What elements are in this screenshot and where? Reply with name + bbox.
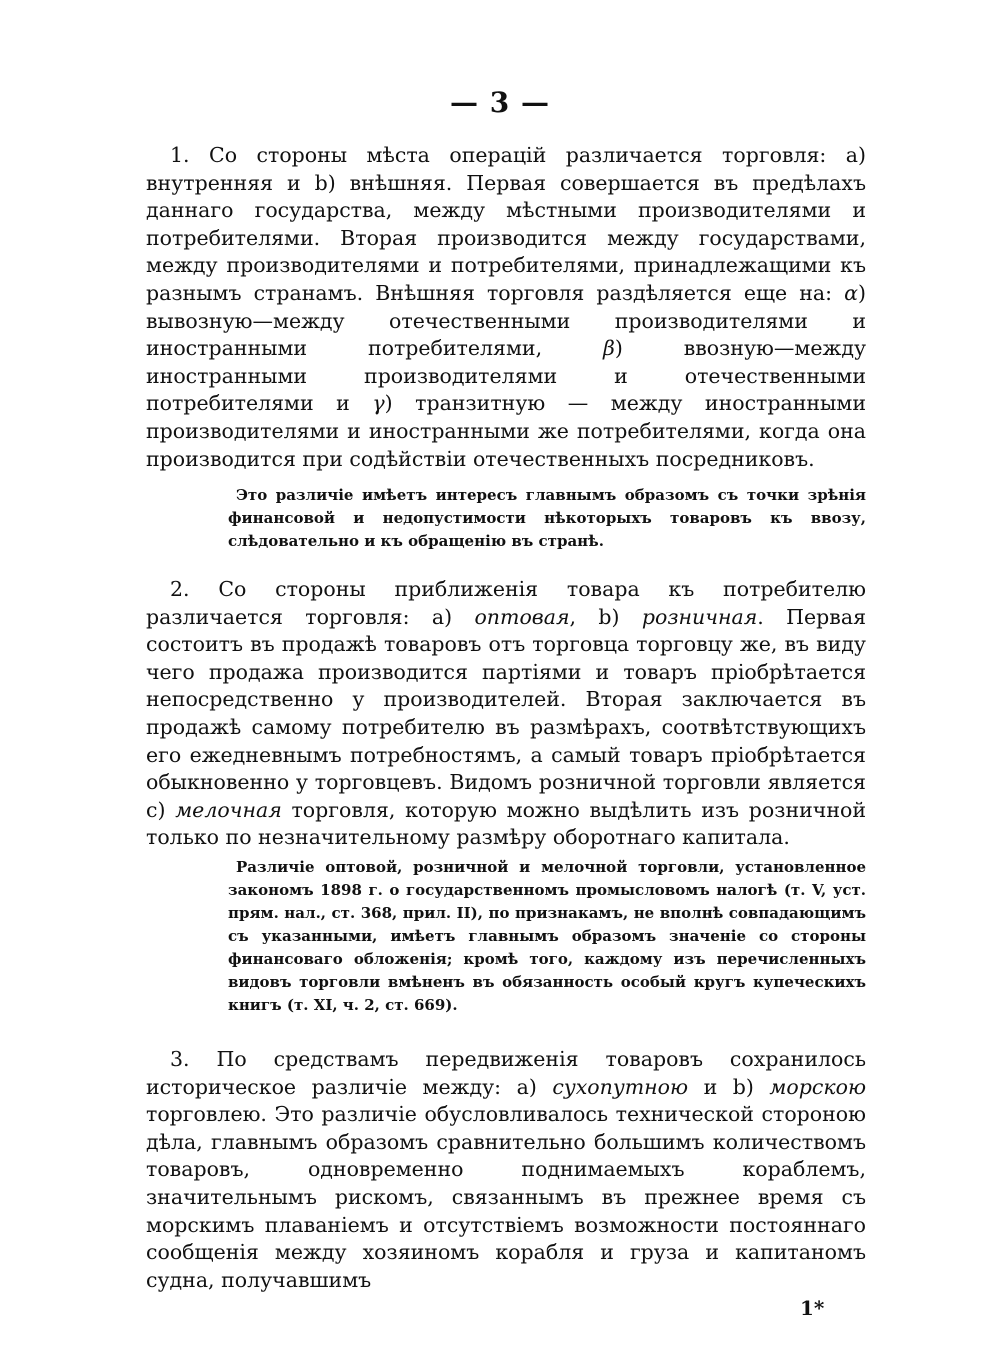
page-number: — 3 — (450, 86, 550, 119)
paragraph-1-text-a: 1. Со стороны мѣста операцій различается торговля: a) внутренняя и b) внѣшняя. Первая совершается въ предѣлахъ даннаго государства, между мѣстными производителями и потребителями. Вторая производится между государствами, между производителями и потребителями, принадлежащими къ разнымъ странамъ. Внѣшняя торговля раздѣляется еще на: (146, 143, 866, 305)
term-petty: мелочная (175, 797, 282, 822)
greek-alpha: α (844, 280, 858, 305)
term-land: сухопутною (552, 1074, 689, 1099)
greek-beta: β (602, 336, 615, 361)
paragraph-2-text-d: торговля, которую можно выдѣлить изъ розничной только по незначительному размѣру оборотнаго капитала. (146, 797, 866, 850)
paragraph-2-text-c: . Первая состоитъ въ продажѣ товаровъ отъ торговца торговцу же, въ виду чего продажа производится партіями и товаръ пріобрѣтается непосредственно у производителей. Вторая заключается въ продажѣ самому потребителю въ размѣрахъ, соотвѣтствующихъ его ежедневнымъ потребностямъ, а самый товаръ пріобрѣтается обыкновенно у торговцевъ. Видомъ розничной торговли является c) (146, 604, 866, 822)
paragraph-3 (146, 1046, 866, 1294)
paragraph-1-text-c: ) ввозную—между иностранными производителями и отечественными потребителями и (146, 336, 867, 416)
note-2-text: Различіе оптовой, розничной и мелочной торговли, установленное закономъ 1898 г. о государственномъ промысловомъ налогѣ (т. V, уст. прям. нал., ст. 368, прил. II), по признакамъ, не вполнѣ совпадающимъ съ указанными, имѣетъ главнымъ образомъ значеніе со стороны финансоваго обложенія; кромѣ того, каждому изъ перечисленныхъ видовъ торговли вмѣненъ въ обязанность особый кругъ купеческихъ книгъ (т. XI, ч. 2, ст. 669). (228, 858, 866, 1014)
paragraph-3-text-c: торговлею. Это различіе обусловливалось технической стороною дѣла, главнымъ образомъ сравнительно большимъ количествомъ товаровъ, одновременно поднимаемыхъ кораблемъ, значительнымъ рискомъ, связаннымъ въ прежнее время съ морскимъ плаваніемъ и отсутствіемъ возможности постояннаго сообщенія между хозяиномъ корабля и груза и капитаномъ судна, получавшимъ (146, 1102, 866, 1292)
paragraph-3-text-a: 3. По средствамъ передвиженія товаровъ сохранилось историческое различіе между: a) (146, 1047, 866, 1099)
note-2 (228, 856, 866, 1017)
paragraph-1-text-b: ) вывозную—между отечественными производителями и иностранными потребителями, (146, 280, 866, 361)
note-1 (228, 484, 866, 553)
paragraph-3-text-b: и b) (688, 1074, 770, 1099)
term-sea: морскою (769, 1074, 866, 1099)
term-wholesale: оптовая (474, 604, 570, 629)
greek-gamma: γ (372, 391, 385, 416)
paragraph-2-text-b: , b) (569, 604, 642, 629)
paragraph-1-text-d: ) транзитную — между иностранными производителями и иностранными же потребителями, когда она производится при содѣйствіи отечественныхъ посредниковъ. (146, 391, 866, 471)
note-1-text: Это различіе имѣетъ интересъ главнымъ образомъ съ точки зрѣнія финансовой и недопустимости нѣкоторыхъ товаровъ къ ввозу, слѣдовательно и къ обращенію въ странѣ. (228, 486, 866, 550)
paragraph-2 (146, 576, 866, 852)
term-retail: розничная (641, 604, 758, 629)
paragraph-2-text-a: 2. Со стороны приближенія товара къ потребителю различается торговля: a) (146, 577, 866, 629)
paragraph-1 (146, 142, 866, 473)
signature-mark: 1* (800, 1296, 825, 1320)
